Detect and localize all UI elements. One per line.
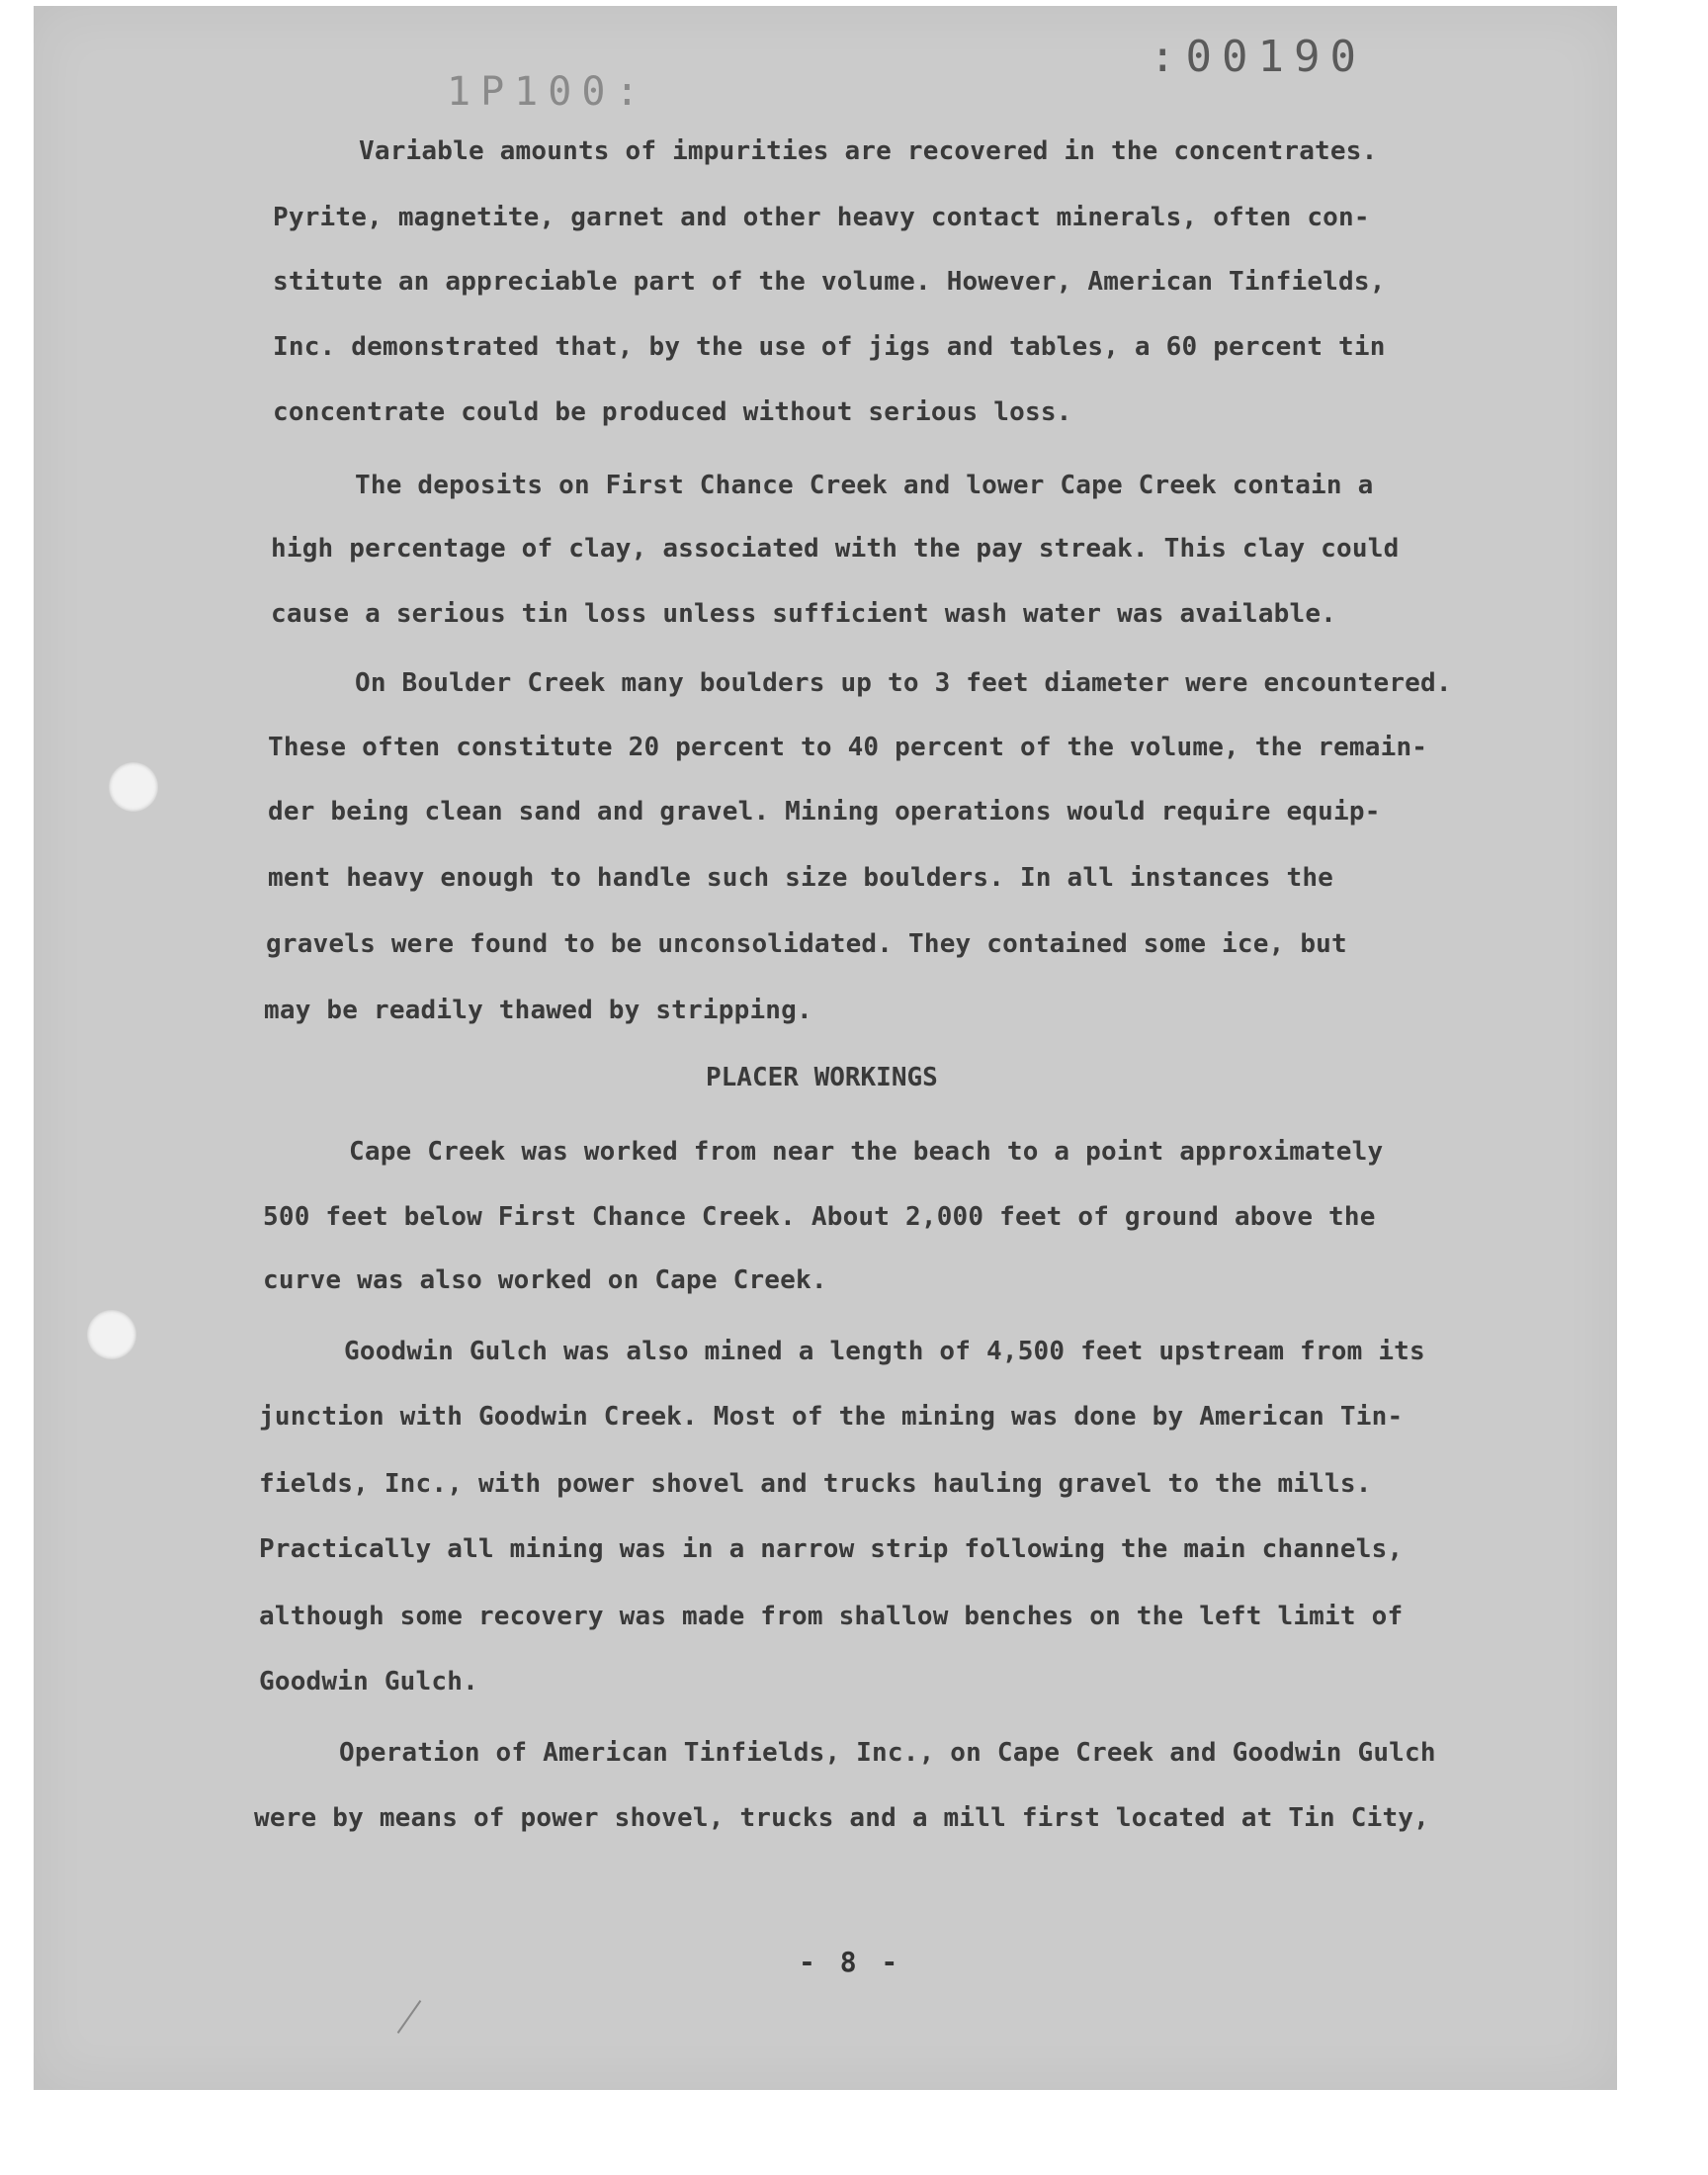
text-line: gravels were found to be unconsolidated. They contained some ice, but <box>266 929 1347 959</box>
text-line: high percentage of clay, associated with the pay streak. This clay could <box>271 534 1400 564</box>
text-line: curve was also worked on Cape Creek. <box>263 1265 827 1295</box>
punch-hole <box>109 762 158 812</box>
text-line: Variable amounts of impurities are recovered in the concentrates. <box>359 136 1378 166</box>
document-page <box>34 6 1617 2090</box>
text-line: Cape Creek was worked from near the beach to a point approximately <box>349 1137 1384 1167</box>
text-line: were by means of power shovel, trucks and a mill first located at Tin City, <box>254 1803 1429 1833</box>
text-line: The deposits on First Chance Creek and lower Cape Creek contain a <box>355 471 1374 500</box>
text-line: concentrate could be produced without serious loss. <box>273 397 1072 427</box>
text-line: These often constitute 20 percent to 40 percent of the volume, the remain- <box>268 733 1428 762</box>
text-line: Pyrite, magnetite, garnet and other heavy contact minerals, often con- <box>273 203 1370 232</box>
text-line: cause a serious tin loss unless sufficient wash water was available. <box>271 599 1337 629</box>
text-line: junction with Goodwin Creek. Most of the mining was done by American Tin- <box>259 1402 1404 1432</box>
text-line: 500 feet below First Chance Creek. About 2,000 feet of ground above the <box>263 1202 1376 1232</box>
document-number-stamp: :00190 <box>1150 32 1366 82</box>
text-line: ment heavy enough to handle such size boulders. In all instances the <box>268 863 1334 893</box>
page-number: - 8 - <box>799 1946 902 1978</box>
text-line: On Boulder Creek many boulders up to 3 feet diameter were encountered. <box>355 668 1452 698</box>
text-line: may be readily thawed by stripping. <box>264 996 812 1025</box>
text-line: Inc. demonstrated that, by the use of jigs and tables, a 60 percent tin <box>273 332 1386 362</box>
text-line: Operation of American Tinfields, Inc., on Cape Creek and Goodwin Gulch <box>339 1738 1436 1768</box>
punch-hole <box>87 1310 136 1359</box>
faint-stamp: 1P100: <box>447 69 649 115</box>
text-line: Practically all mining was in a narrow strip following the main channels, <box>259 1534 1404 1564</box>
text-line: Goodwin Gulch was also mined a length of 4,500 feet upstream from its <box>344 1337 1425 1366</box>
text-line: although some recovery was made from shallow benches on the left limit of <box>259 1602 1404 1631</box>
text-line: Goodwin Gulch. <box>259 1667 478 1696</box>
text-line: stitute an appreciable part of the volume. However, American Tinfields, <box>273 267 1386 297</box>
text-line: der being clean sand and gravel. Mining operations would require equip- <box>268 797 1381 826</box>
text-line: fields, Inc., with power shovel and trucks hauling gravel to the mills. <box>259 1469 1372 1499</box>
section-heading: PLACER WORKINGS <box>706 1063 938 1092</box>
